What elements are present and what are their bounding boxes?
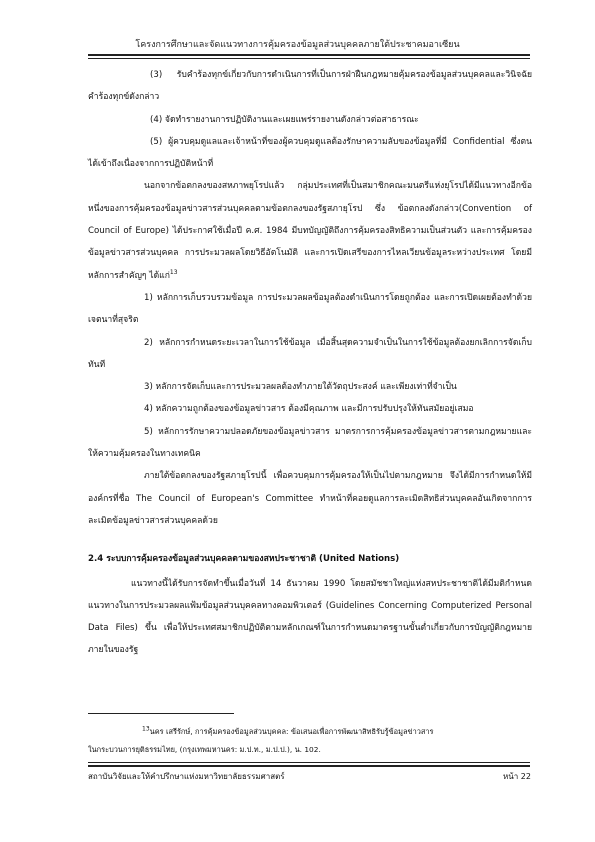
footer-rule-thin [88,762,530,763]
header-rule [88,54,530,56]
principle-1: 1) หลักการเก็บรวบรวมข้อมูล การประมวลผลข้อมูลต้องดำเนินการโดยถูกต้อง และการเปิดเผยต้องทำด้วยเจตนาที่สุจริต [88,292,532,326]
principle-2: 2) หลักการกำหนดระยะเวลาในการใช้ข้อมูล เมื่อสิ้นสุดความจำเป็นในการใช้ข้อมูลต้องยกเลิกการจัดเก็บทันที [88,337,532,370]
principle-3: 3) หลักการจัดเก็บและการประมวลผลต้องทำภายใต้วัตถุประสงค์ และเพียงเท่าที่จำเป็น [144,382,457,393]
footer-rule [88,765,530,767]
footnote-line-1 [88,723,532,741]
header-rule-thin [88,58,530,59]
footnote-separator [88,713,234,714]
principle-5: 5) หลักการรักษาความปลอดภัยของข้อมูลข่าวสาร มาตรการการคุ้มครองข้อมูลข่าวสารตามกฎหมายและให้ความคุ้มครองในทางเทคนิค [88,426,532,460]
paragraph-eu-convention [88,175,532,286]
page-number: หน้า 22 [503,772,531,781]
list-item-4: (4) จัดทำรายงานการปฏิบัติงานและเผยแพร่รายงานดังกล่าวต่อสาธารณะ [150,114,419,125]
footnote-reference: 13 [169,268,178,276]
footnote [88,723,532,759]
footnote-line-2: ในกระบวนการยุติธรรมไทย, (กรุงเทพมหานคร: ม.ป.ท., ม.ป.ป.), น. 102. [88,745,321,754]
paragraph-united-nations: แนวทางนี้ได้รับการจัดทำขึ้นเมื่อวันที่ 14 ธันวาคม 1990 โดยสมัชชาใหญ่แห่งสหประชาชาติได้มีมติกำหนดแนวทางในการประมวลผลแฟ้มข้อมูลส่วนบุคคลทางคอมพิวเตอร์ (Guidelines Concerning Computerized Personal Data Files) ขึ้น เพื่อให้ประเทศสมาชิกปฏิบัติตามหลักเกณฑ์ในการกำหนดมาตรฐานขั้นต่ำเกี่ยวกับการบัญญัติกฎหมายภายในของรัฐ [88,578,532,656]
principle-4: 4) หลักความถูกต้องของข้อมูลข่าวสาร ต้องมีคุณภาพ และมีการปรับปรุงให้ทันสมัยอยู่เสมอ [144,404,474,415]
footer-institution: สถาบันวิจัยและให้คำปรึกษาแห่งมหาวิทยาลัยธรรมศาสตร์ [88,772,285,781]
footnote-text: นคร เสรีรักษ์, การคุ้มครองข้อมูลส่วนบุคคล: ข้อเสนอเพื่อการพัฒนาสิทธิรับรู้ข้อมูลข่าวสาร [149,727,434,736]
running-header: โครงการศึกษาและจัดแนวทางการคุ้มครองข้อมูลส่วนบุคคลภายใต้ประชาคมอาเซียน [135,40,460,50]
footnote-number: 13 [142,725,150,733]
list-item-5: (5) ผู้ควบคุมดูแลและเจ้าหน้าที่ของผู้ควบคุมดูแลต้องรักษาความลับของข้อมูลที่มี Confidential ซึ่งตนได้เข้าถึงเนื่องจากการปฏิบัติหน้าที่ [88,136,532,170]
list-item-3: (3) รับคำร้องทุกข์เกี่ยวกับการดำเนินการที่เป็นการฝ่าฝืนกฎหมายคุ้มครองข้อมูลส่วนบุคคลและวินิจฉัยคำร้องทุกข์ดังกล่าว [88,70,532,103]
paragraph-text: นอกจากข้อตกลงของสหภาพยุโรปแล้ว กลุ่มประเทศที่เป็นสมาชิกคณะมนตรีแห่งยุโรปได้มีแนวทางอีกข้อหนึ่งของการคุ้มครองข้อมูลข่าวสารส่วนบุคคลตามข้อตกลงของรัฐสภายุโรป ซึ่ง ข้อตกลงดังกล่าว(Convention of Council of Europe) ได้ประกาศใช้เมื่อปี ค.ศ. 1984 มีบทบัญญัติถึงการคุ้มครองสิทธิความเป็นส่วนตัว และการคุ้มครองข้อมูลข่าวสารส่วนบุคคล การประมวลผลโดยวิธีอัตโนมัติ และการเปิดเสรีของการไหลเวียนข้อมูลระหว่างประเทศ โดยมีหลักการสำคัญๆ ได้แก่ [88,181,532,281]
body-text [88,64,532,662]
section-heading: 2.4 ระบบการคุ้มครองข้อมูลส่วนบุคคลตามของสหประชาชาติ (United Nations) [88,554,400,565]
paragraph-council-committee: ภายใต้ข้อตกลงของรัฐสภายุโรปนี้ เพื่อควบคุมการคุ้มครองให้เป็นไปตามกฎหมาย จึงได้มีการกำหนดให้มีองค์กรที่ชื่อ The Council of European's Committee ทำหน้าที่คอยดูแลการละเมิดสิทธิส่วนบุคคลอันเกิดจากการละเมิดข้อมูลข่าวสารส่วนบุคคลด้วย [88,471,532,526]
